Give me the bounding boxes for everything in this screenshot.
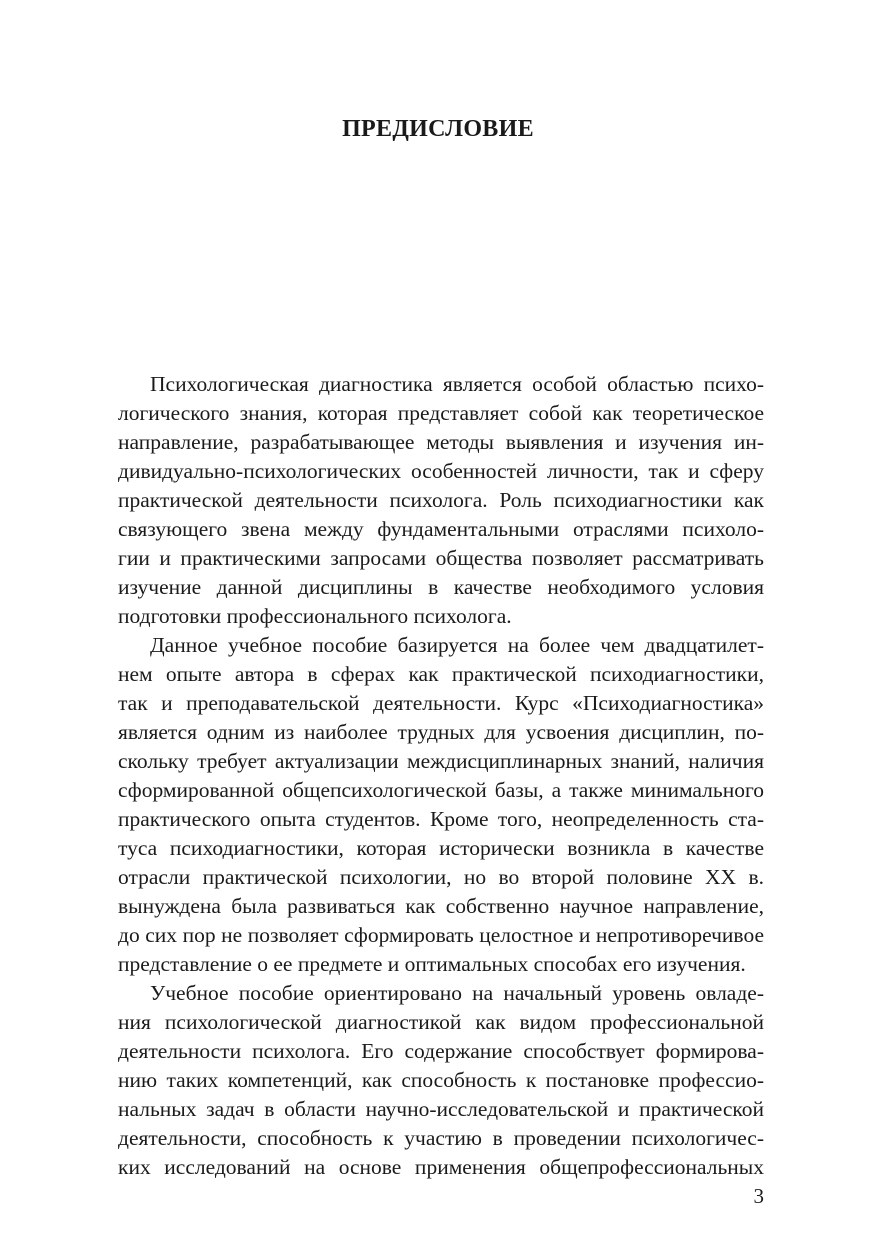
text-line: Психологическая диагностика является особой областью психо- xyxy=(150,372,764,396)
text-line: сформированной общепсихологической базы, а также минимального xyxy=(118,778,764,802)
text-line: дивидуально-психологических особенностей личности, так и сферу xyxy=(118,459,764,483)
text-line: вынуждена была развиваться как собственно научное направление, xyxy=(118,894,764,918)
text-line: представление о ее предмете и оптимальных способах его изучения. xyxy=(118,952,746,976)
text-line: направление, разрабатывающее методы выявления и изучения ин- xyxy=(118,430,764,454)
text-line: туса психодиагностики, которая исторически возникла в качестве xyxy=(118,836,764,860)
text-line: является одним из наиболее трудных для усвоения дисциплин, по- xyxy=(118,720,764,744)
text-line: так и преподавательской деятельности. Курс «Психодиагностика» xyxy=(118,691,764,715)
text-line: подготовки профессионального психолога. xyxy=(118,604,512,628)
text-line: Данное учебное пособие базируется на более чем двадцатилет- xyxy=(150,633,764,657)
text-line: скольку требует актуализации междисциплинарных знаний, наличия xyxy=(118,749,764,773)
text-line: нию таких компетенций, как способность к постановке профессио- xyxy=(118,1068,764,1092)
text-line: нем опыте автора в сферах как практической психодиагностики, xyxy=(118,662,764,686)
text-line: логического знания, которая представляет собой как теоретическое xyxy=(118,401,764,425)
text-line: до сих пор не позволяет сформировать целостное и непротиворечивое xyxy=(118,923,764,947)
text-line: ния психологической диагностикой как видом профессиональной xyxy=(118,1010,764,1034)
text-line: гии и практическими запросами общества позволяет рассматривать xyxy=(118,546,764,570)
text-line: ких исследований на основе применения общепрофессиональных xyxy=(118,1155,764,1179)
text-line: изучение данной дисциплины в качестве необходимого условия xyxy=(118,575,764,599)
text-line: практического опыта студентов. Кроме того, неопределенность ста- xyxy=(118,807,764,831)
page-number: 3 xyxy=(753,1184,764,1208)
page-title: ПРЕДИСЛОВИЕ xyxy=(342,116,534,142)
text-line: Учебное пособие ориентировано на начальный уровень овладе- xyxy=(150,981,764,1005)
text-line: связующего звена между фундаментальными отраслями психоло- xyxy=(118,517,764,541)
text-line: деятельности психолога. Его содержание способствует формирова- xyxy=(118,1039,764,1063)
text-line: практической деятельности психолога. Роль психодиагностики как xyxy=(118,488,764,512)
text-line: нальных задач в области научно-исследовательской и практической xyxy=(118,1097,764,1121)
text-line: деятельности, способность к участию в проведении психологичес- xyxy=(118,1126,764,1150)
text-line: отрасли практической психологии, но во второй половине XX в. xyxy=(118,865,764,889)
